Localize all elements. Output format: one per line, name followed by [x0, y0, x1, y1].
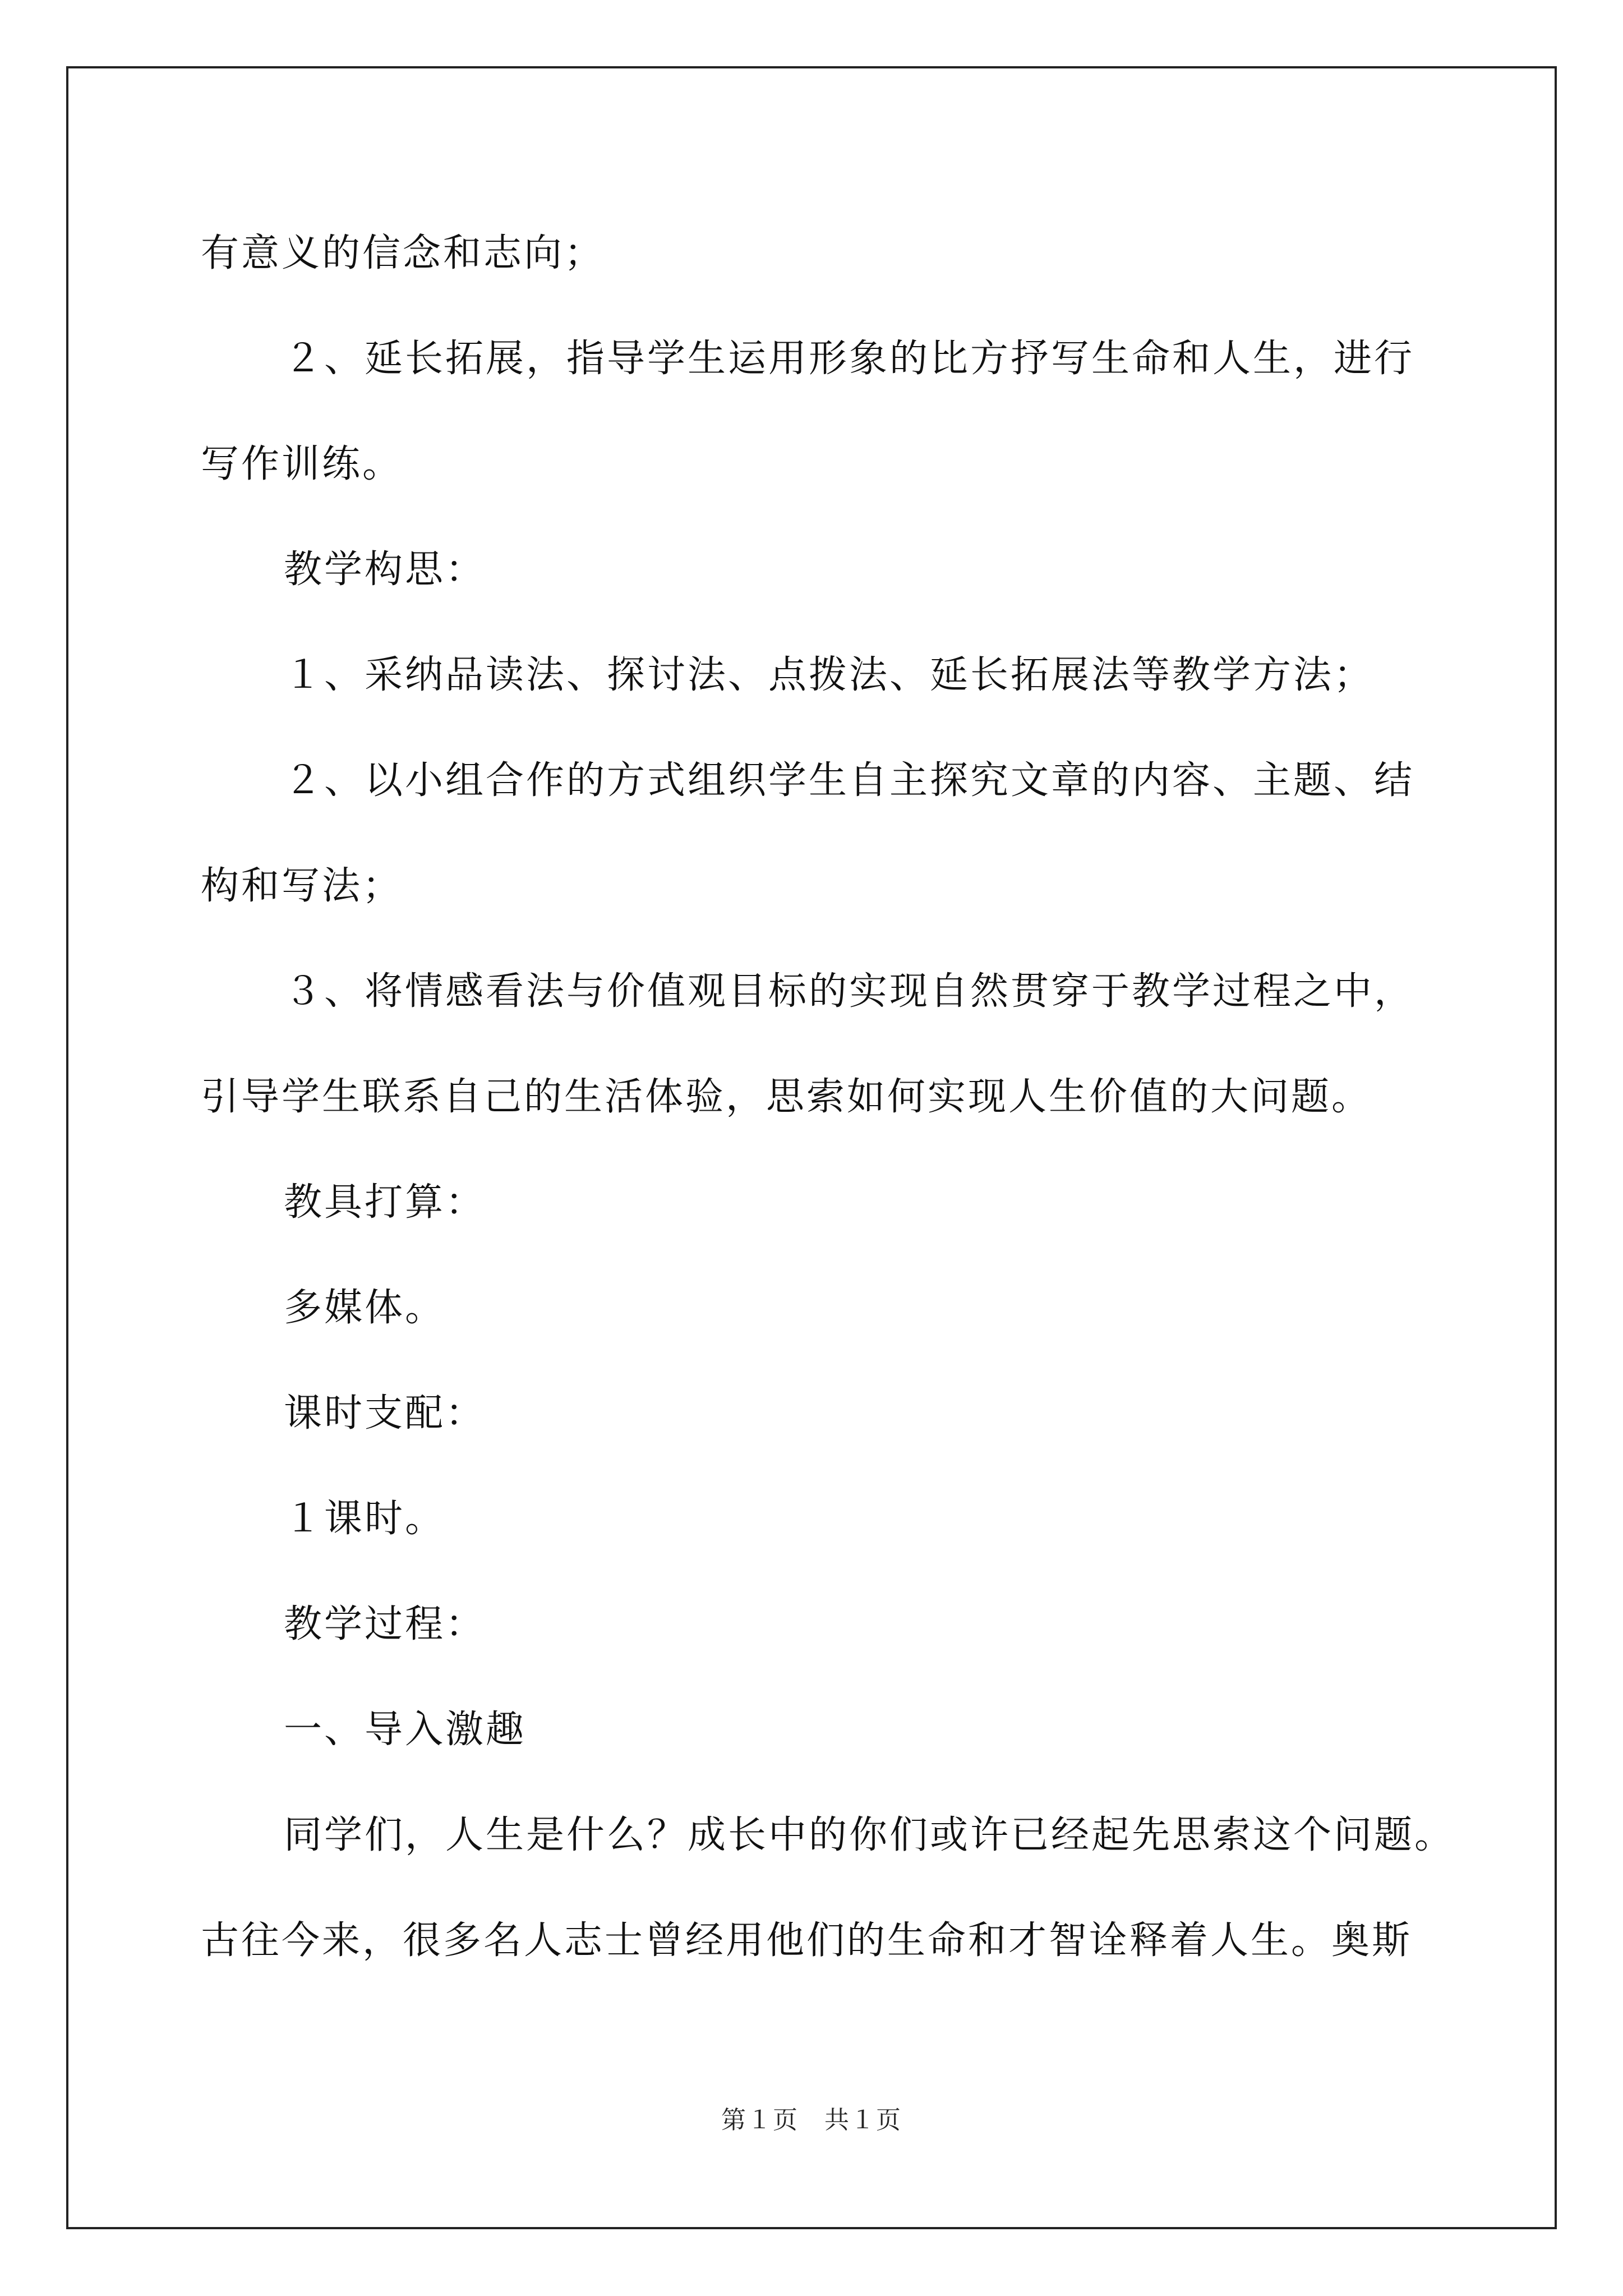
paragraph-line-5: １、采纳品读法、探讨法、点拨法、延长拓展法等教学方法； [284, 653, 1375, 697]
section-heading-class-hours: 课时支配： [284, 1391, 486, 1435]
paragraph-line-1: 有意义的信念和志向； [201, 231, 605, 275]
subsection-heading-intro: 一、导入激趣 [284, 1708, 527, 1752]
page-border [66, 66, 1557, 2229]
page-footer: 第１页 共１页 [721, 2106, 902, 2134]
paragraph-line-7: 构和写法； [201, 864, 403, 908]
paragraph-line-17: 古往今来，很多名人志士曾经用他们的生命和才智诠释着人生。奥斯 [201, 1918, 1413, 1963]
paragraph-line-3: 写作训练。 [201, 442, 403, 486]
paragraph-line-2: ２、延长拓展，指导学生运用形象的比方抒写生命和人生，进行 [284, 337, 1415, 381]
paragraph-line-9: 引导学生联系自己的生活体验，思索如何实现人生价值的大问题。 [201, 1075, 1372, 1119]
paragraph-line-6: ２、以小组合作的方式组织学生自主探究文章的内容、主题、结 [284, 758, 1415, 803]
section-heading-teaching-aids: 教具打算： [284, 1180, 486, 1225]
paragraph-line-13: １课时。 [284, 1497, 446, 1541]
paragraph-line-16: 同学们，人生是什么？成长中的你们或许已经起先思索这个问题。 [284, 1813, 1455, 1857]
section-heading-teaching-concept: 教学构思： [284, 547, 486, 592]
section-heading-teaching-process: 教学过程： [284, 1602, 486, 1646]
paragraph-line-8: ３、将情感看法与价值观目标的实现自然贯穿于教学过程之中， [284, 969, 1415, 1014]
paragraph-line-11: 多媒体。 [284, 1286, 446, 1330]
